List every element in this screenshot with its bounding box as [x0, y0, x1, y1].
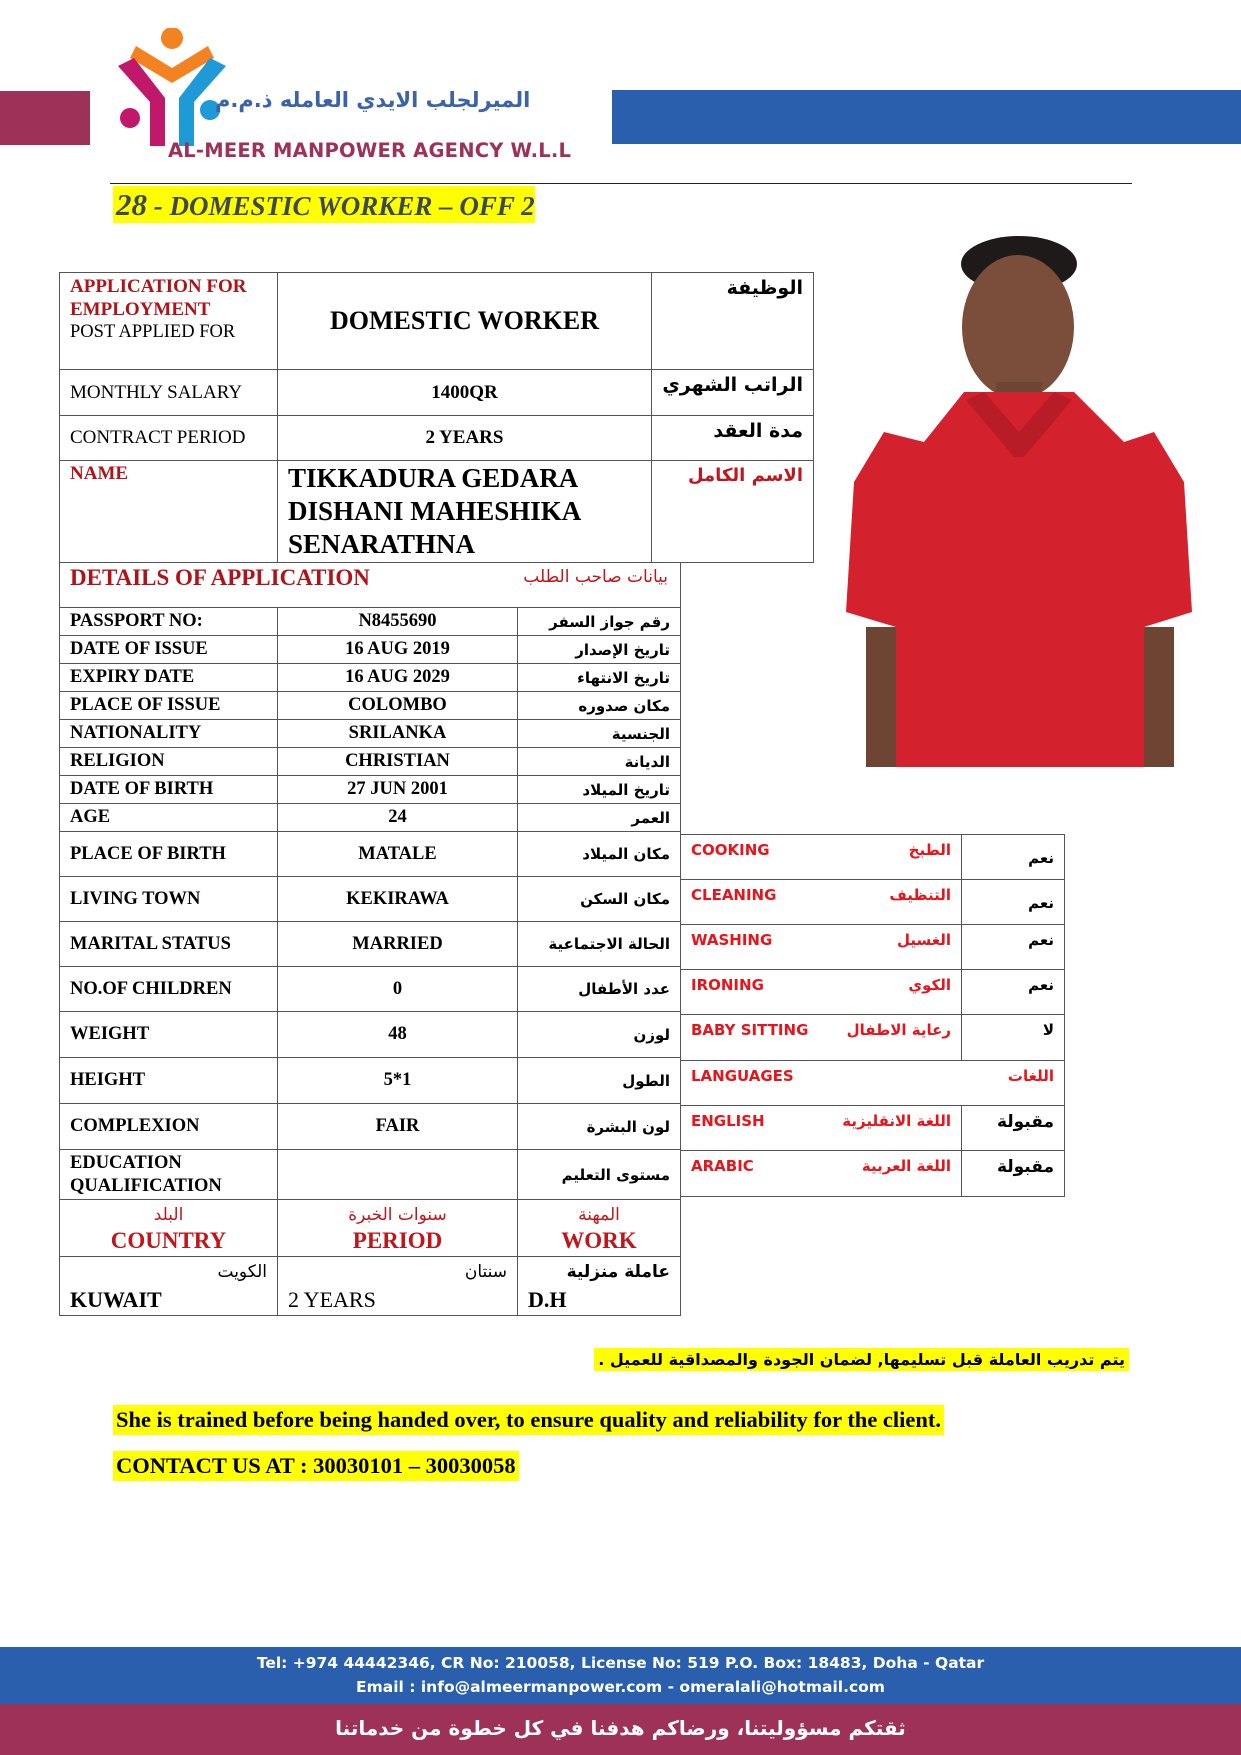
detail-label-ar: عدد الأطفال — [518, 967, 681, 1012]
detail-label: AGE — [60, 804, 278, 832]
salary-value: 1400QR — [278, 370, 652, 416]
languages-label-ar: اللغات — [1007, 1067, 1054, 1085]
skills-table — [680, 834, 1065, 1197]
detail-value: N8455690 — [278, 608, 518, 636]
post-label-cell — [60, 273, 278, 370]
title-number: 28 — [116, 187, 147, 222]
detail-label-ar: تاريخ الانتهاء — [518, 664, 681, 692]
language-answer: مقبولة — [962, 1106, 1065, 1151]
skill-cell — [681, 970, 962, 1015]
skill-label-ar: رعاية الاطفال — [846, 1021, 951, 1039]
experience-country-ar: الكويت — [217, 1262, 267, 1282]
detail-label: EXPIRY DATE — [60, 664, 278, 692]
details-heading: DETAILS OF APPLICATION — [70, 565, 370, 590]
skill-answer: نعم — [962, 835, 1065, 880]
post-value: DOMESTIC WORKER — [278, 273, 652, 370]
company-name-arabic: الميرلجلب الايدي العامله ذ.م.م — [215, 88, 531, 112]
detail-value: MARRIED — [278, 922, 518, 967]
experience-work-en: D.H — [528, 1287, 567, 1312]
applicant-photo — [824, 232, 1206, 767]
name-label: NAME — [60, 461, 278, 563]
period-header-ar: سنوات الخبرة — [348, 1205, 447, 1225]
detail-value: COLOMBO — [278, 692, 518, 720]
skill-answer: لا — [962, 1015, 1065, 1061]
footer-slogan-bar — [0, 1704, 1241, 1755]
post-label: POST APPLIED FOR — [70, 322, 236, 342]
footer-contact-bar — [0, 1647, 1241, 1704]
experience-header-work — [518, 1200, 681, 1257]
post-label-ar: الوظيفة — [652, 273, 814, 370]
detail-label-ar: الطول — [518, 1058, 681, 1104]
detail-label-ar: رقم جواز السفر — [518, 608, 681, 636]
footer-slogan: ثقتكم مسؤوليتنا، ورضاكم هدفنا في كل خطوة من خدماتنا — [335, 1716, 906, 1740]
name-label-ar: الاسم الكامل — [652, 461, 814, 563]
detail-value: 16 AUG 2029 — [278, 664, 518, 692]
detail-label: COMPLEXION — [60, 1104, 278, 1150]
detail-value — [278, 1150, 518, 1200]
salary-label: MONTHLY SALARY — [60, 370, 278, 416]
skill-label: CLEANING — [691, 886, 777, 904]
skill-label: IRONING — [691, 976, 764, 994]
contract-label-ar: مدة العقد — [652, 416, 814, 461]
detail-label-ar: تاريخ الإصدار — [518, 636, 681, 664]
skill-label: BABY SITTING — [691, 1021, 809, 1039]
header-divider — [110, 183, 1132, 184]
name-value: TIKKADURA GEDARA DISHANI MAHESHIKA SENARATHNA — [278, 461, 652, 563]
detail-label-ar: العمر — [518, 804, 681, 832]
detail-label: PASSPORT NO: — [60, 608, 278, 636]
footer-contact-line: Tel: +974 44442346, CR No: 210058, License No: 519 P.O. Box: 18483, Doha - Qatar — [256, 1654, 985, 1672]
language-label-ar: اللغة العربية — [861, 1157, 951, 1175]
detail-value: 27 JUN 2001 — [278, 776, 518, 804]
skill-label-ar: الكوي — [908, 976, 951, 994]
detail-label: HEIGHT — [60, 1058, 278, 1104]
detail-value: 5*1 — [278, 1058, 518, 1104]
details-table — [59, 562, 681, 1316]
languages-header-cell — [681, 1061, 1065, 1106]
experience-period-ar: سنتان — [464, 1262, 507, 1282]
country-header-en: COUNTRY — [110, 1228, 227, 1253]
contract-label: CONTRACT PERIOD — [60, 416, 278, 461]
detail-value: 16 AUG 2019 — [278, 636, 518, 664]
skill-cell — [681, 925, 962, 970]
contact-numbers: CONTACT US AT : 30030101 – 30030058 — [113, 1451, 519, 1481]
skill-cell — [681, 880, 962, 925]
detail-value: 24 — [278, 804, 518, 832]
detail-label: WEIGHT — [60, 1012, 278, 1058]
skill-label: COOKING — [691, 841, 770, 859]
detail-label-ar: لون البشرة — [518, 1104, 681, 1150]
detail-value: KEKIRAWA — [278, 877, 518, 922]
detail-label: PLACE OF BIRTH — [60, 832, 278, 877]
language-cell — [681, 1106, 962, 1151]
footer-email-line: Email : info@almeermanpower.com - omeralali@hotmail.com — [356, 1678, 885, 1696]
skill-label-ar: الطبخ — [908, 841, 951, 859]
title-text: - DOMESTIC WORKER – OFF 2 — [147, 191, 535, 221]
detail-label: PLACE OF ISSUE — [60, 692, 278, 720]
detail-label-ar: مكان السكن — [518, 877, 681, 922]
application-table — [59, 272, 814, 563]
detail-value: 0 — [278, 967, 518, 1012]
detail-label: NATIONALITY — [60, 720, 278, 748]
page-title — [113, 186, 535, 223]
detail-label: DATE OF ISSUE — [60, 636, 278, 664]
experience-work-ar: عاملة منزلية — [566, 1262, 670, 1282]
experience-header-country — [60, 1200, 278, 1257]
detail-label: NO.OF CHILDREN — [60, 967, 278, 1012]
header-blue-bar — [612, 90, 1241, 144]
language-label-ar: اللغة الانقليزية — [842, 1112, 951, 1130]
contract-value: 2 YEARS — [278, 416, 652, 461]
trained-note-arabic: يتم تدريب العاملة قبل تسليمها, لضمان الجودة والمصداقية للعميل . — [594, 1348, 1129, 1371]
detail-label-ar: الديانة — [518, 748, 681, 776]
application-heading: APPLICATION FOR EMPLOYMENT — [70, 276, 247, 320]
experience-country-en: KUWAIT — [70, 1287, 162, 1312]
experience-header-period — [278, 1200, 518, 1257]
detail-label: MARITAL STATUS — [60, 922, 278, 967]
detail-value: SRILANKA — [278, 720, 518, 748]
skill-cell — [681, 835, 962, 880]
header-maroon-bar — [0, 91, 90, 145]
detail-value: CHRISTIAN — [278, 748, 518, 776]
detail-label-ar: مكان صدوره — [518, 692, 681, 720]
details-heading-ar: بيانات صاحب الطلب — [523, 567, 668, 587]
work-header-ar: المهنة — [578, 1205, 620, 1225]
skill-label: WASHING — [691, 931, 773, 949]
work-header-en: WORK — [561, 1228, 637, 1253]
skill-cell — [681, 1015, 962, 1061]
detail-label: DATE OF BIRTH — [60, 776, 278, 804]
trained-note-english: She is trained before being handed over, to ensure quality and reliability for the client. — [113, 1405, 944, 1435]
company-name-english: AL-MEER MANPOWER AGENCY W.L.L — [168, 139, 572, 162]
period-header-en: PERIOD — [352, 1228, 443, 1253]
skill-label-ar: التنظيف — [889, 886, 951, 904]
experience-period-en: 2 YEARS — [288, 1287, 376, 1312]
detail-label-ar: تاريخ الميلاد — [518, 776, 681, 804]
detail-label-ar: الحالة الاجتماعية — [518, 922, 681, 967]
language-label: ARABIC — [691, 1157, 754, 1175]
detail-label: RELIGION — [60, 748, 278, 776]
experience-country-cell — [60, 1257, 278, 1316]
details-heading-cell — [60, 563, 681, 608]
detail-value: MATALE — [278, 832, 518, 877]
detail-label-ar: مستوى التعليم — [518, 1150, 681, 1200]
language-answer: مقبولة — [962, 1151, 1065, 1197]
detail-label-ar: لوزن — [518, 1012, 681, 1058]
language-label: ENGLISH — [691, 1112, 765, 1130]
detail-label-ar: مكان الميلاد — [518, 832, 681, 877]
skill-answer: نعم — [962, 880, 1065, 925]
detail-value: FAIR — [278, 1104, 518, 1150]
detail-label: EDUCATION QUALIFICATION — [60, 1150, 278, 1200]
skill-answer: نعم — [962, 925, 1065, 970]
language-cell — [681, 1151, 962, 1197]
detail-value: 48 — [278, 1012, 518, 1058]
skill-answer: نعم — [962, 970, 1065, 1015]
salary-label-ar: الراتب الشهري — [652, 370, 814, 416]
country-header-ar: البلد — [153, 1205, 184, 1225]
experience-period-cell — [278, 1257, 518, 1316]
languages-label: LANGUAGES — [691, 1067, 794, 1085]
experience-work-cell — [518, 1257, 681, 1316]
detail-label-ar: الجنسية — [518, 720, 681, 748]
detail-label: LIVING TOWN — [60, 877, 278, 922]
skill-label-ar: الغسيل — [896, 931, 951, 949]
